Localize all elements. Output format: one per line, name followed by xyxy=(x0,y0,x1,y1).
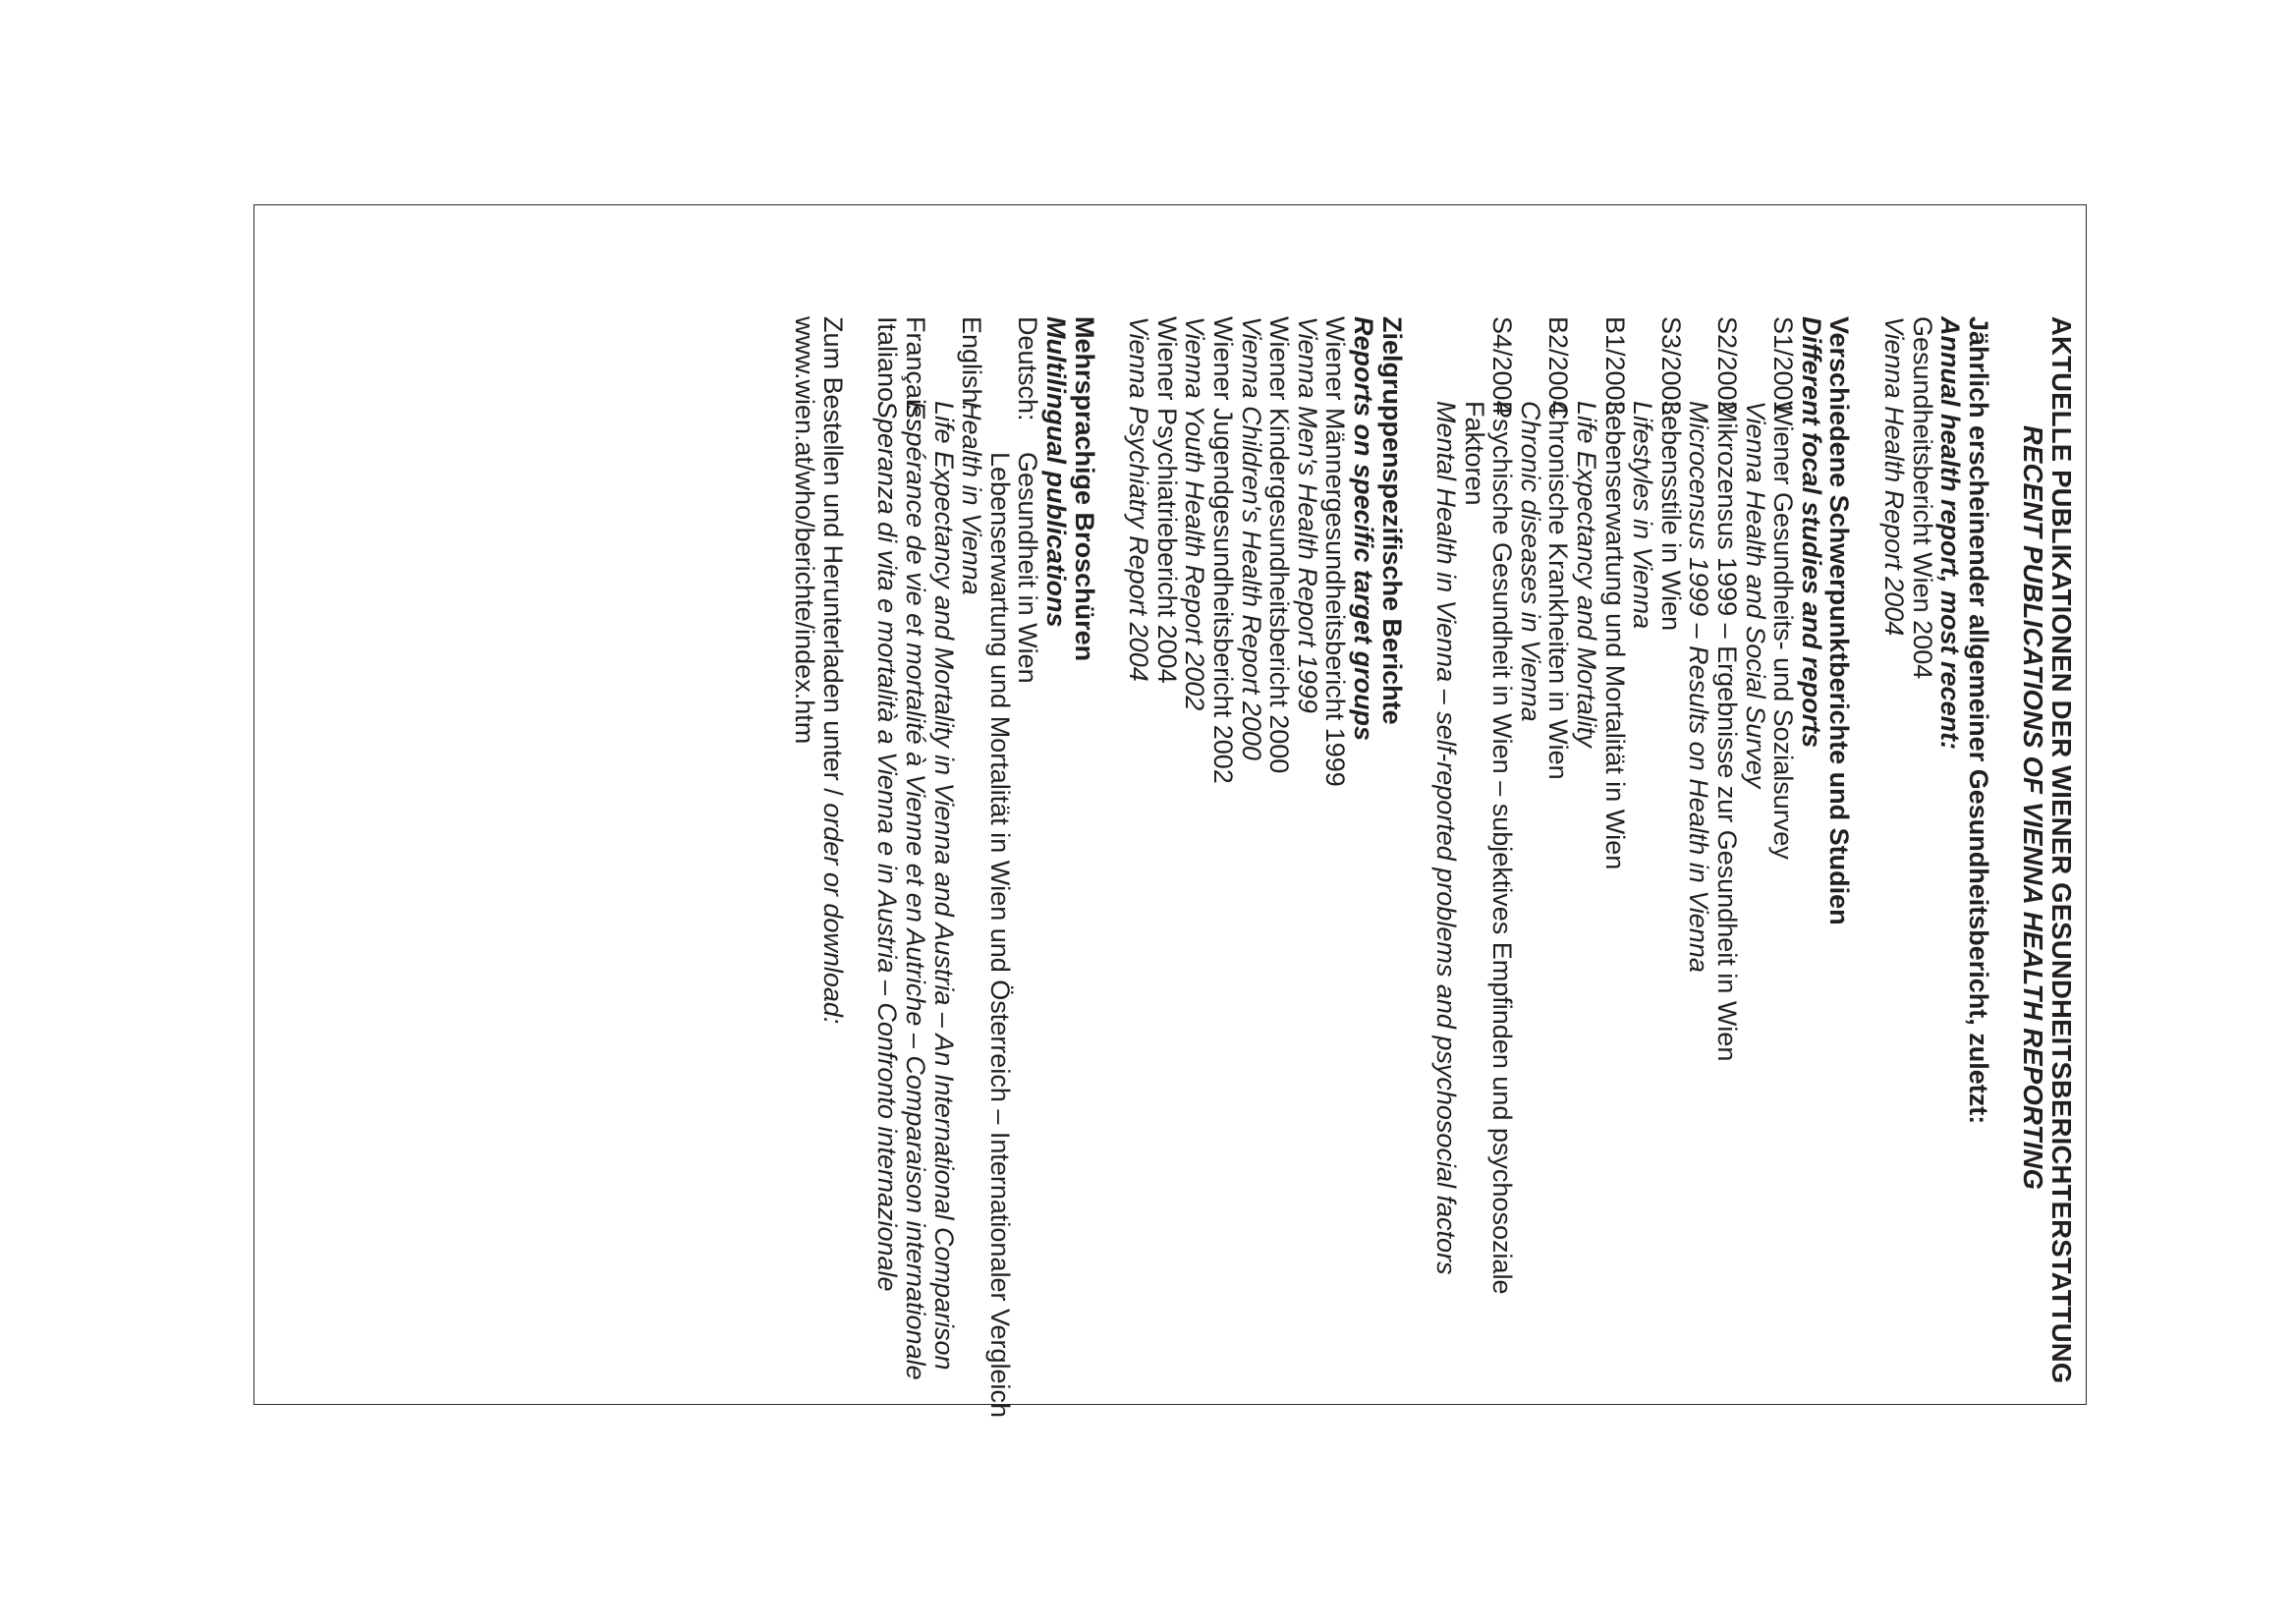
report-title-german: Wiener Gesundheits- und Sozialsurvey xyxy=(1768,401,1799,860)
target-item-english: Vienna Men's Health Report 1999 xyxy=(1292,316,1322,713)
report-title-english: Mental Health in Vienna – self-reported problems and psychosocial factors xyxy=(1431,401,1462,1275)
focal-item xyxy=(1544,316,1573,1397)
report-title-german: Chronische Krankheiten in Wien xyxy=(1543,401,1574,780)
focal-item xyxy=(1460,316,1516,1397)
language-label: Deutsch: xyxy=(1013,316,1043,421)
language-label: Italiano: xyxy=(872,316,903,410)
order-url-link[interactable]: www.wien.at/who/berichte/index.htm xyxy=(790,316,820,745)
brochure-title: Speranza di vita e mortalità a Vienna e in Austria – Confronto internazionale xyxy=(872,401,903,1292)
report-title-german: Lebensstile in Wien xyxy=(1655,401,1686,632)
target-item-german: Wiener Männergesundheitsbericht 1999 xyxy=(1320,316,1351,787)
target-item-german: Wiener Kindergesundheitsbericht 2000 xyxy=(1264,316,1295,774)
target-heading-english: Reports on specific target groups xyxy=(1348,316,1378,742)
focal-heading-german: Verschiedene Schwerpunktberichte und Studien xyxy=(1824,316,1855,925)
report-code: B2/2004 xyxy=(1543,316,1574,416)
language-label: English: xyxy=(957,316,987,412)
target-item-english: Vienna Psychiatry Report 2004 xyxy=(1124,316,1154,682)
multilingual-heading-english: Multilingual publications xyxy=(1041,316,1071,628)
publications-panel xyxy=(307,316,2077,1419)
report-title-english: Lifestyles in Vienna xyxy=(1628,401,1658,630)
report-title-english: Microcensus 1999 – Results on Health in Vienna xyxy=(1684,401,1714,973)
report-code: S2/2002 xyxy=(1712,316,1743,416)
report-title-english: Vienna Health and Social Survey xyxy=(1740,401,1770,789)
brochure-title: Life Expectancy and Mortality in Vienna and Austria – An International Comparison xyxy=(928,401,959,1371)
target-item-german: Wiener Jugendgesundheitsbericht 2002 xyxy=(1207,316,1238,784)
focal-item xyxy=(1600,316,1629,1397)
brochure-title: Health in Vienna xyxy=(957,401,987,595)
report-code: S3/2003 xyxy=(1655,316,1686,416)
focal-item xyxy=(1712,316,1741,1397)
report-code: B1/2003 xyxy=(1599,316,1630,416)
annual-heading-german: Jährlich erscheinender allgemeiner Gesundheitsbericht, zuletzt: xyxy=(1963,316,1993,1125)
report-code: S1/2001 xyxy=(1768,316,1799,416)
title-german: AKTUELLE PUBLIKATIONEN DER WIENER GESUNDHEITSBERICHTERSTATTUNG xyxy=(2046,316,2077,1384)
brochure-italiano xyxy=(873,316,902,1397)
report-title-german: Lebenserwartung und Mortalität in Wien xyxy=(1599,401,1630,870)
order-text-english: order or download: xyxy=(817,803,848,1025)
brochure-deutsch xyxy=(1014,316,1042,1397)
title-english: RECENT PUBLICATIONS OF VIENNA HEALTH REPORTING xyxy=(2018,424,2049,1191)
target-item-english: Vienna Youth Health Report 2002 xyxy=(1180,316,1210,711)
language-label: Français: xyxy=(901,316,931,426)
report-title-german: Mikrozensus 1999 – Ergebnisse zur Gesundheit in Wien xyxy=(1712,401,1743,1062)
target-item-german: Wiener Psychiatriebericht 2004 xyxy=(1151,316,1182,684)
order-text-german: Zum Bestellen und Herunterladen unter / xyxy=(817,316,848,804)
report-code: S4/2004 xyxy=(1487,316,1518,416)
brochure-francais xyxy=(901,316,929,1397)
focal-heading-english: Different focal studies and reports xyxy=(1796,316,1826,749)
brochure-title: Espérance de vie et mortalité à Vienne et en Autriche – Comparaison internationale xyxy=(901,401,931,1380)
target-heading-german: Zielgruppenspezifische Berichte xyxy=(1376,316,1407,725)
report-title-english: Life Expectancy and Mortality xyxy=(1572,401,1602,748)
brochure-title: Gesundheit in Wien xyxy=(1013,452,1043,684)
target-item-english: Vienna Children's Health Report 2000 xyxy=(1236,316,1266,760)
focal-item xyxy=(1656,316,1685,1397)
report-title-english: Chronic diseases in Vienna xyxy=(1515,401,1545,722)
brochure-title: Lebenserwartung und Mortalität in Wien und Österreich – Internationaler Vergleich xyxy=(984,452,1015,1419)
order-info xyxy=(818,316,847,1397)
annual-heading-english: Annual health report, most recent: xyxy=(1935,316,1966,751)
focal-item xyxy=(1769,316,1798,1397)
report-title-german: Psychische Gesundheit in Wien – subjektives Empfinden und psychosoziale Faktoren xyxy=(1459,401,1518,1295)
annual-item-english: Vienna Health Report 2004 xyxy=(1879,316,1910,637)
annual-item-german: Gesundheitsbericht Wien 2004 xyxy=(1907,316,1937,680)
brochure-english xyxy=(958,316,986,1397)
multilingual-heading-german: Mehrsprachige Broschüren xyxy=(1069,316,1099,662)
